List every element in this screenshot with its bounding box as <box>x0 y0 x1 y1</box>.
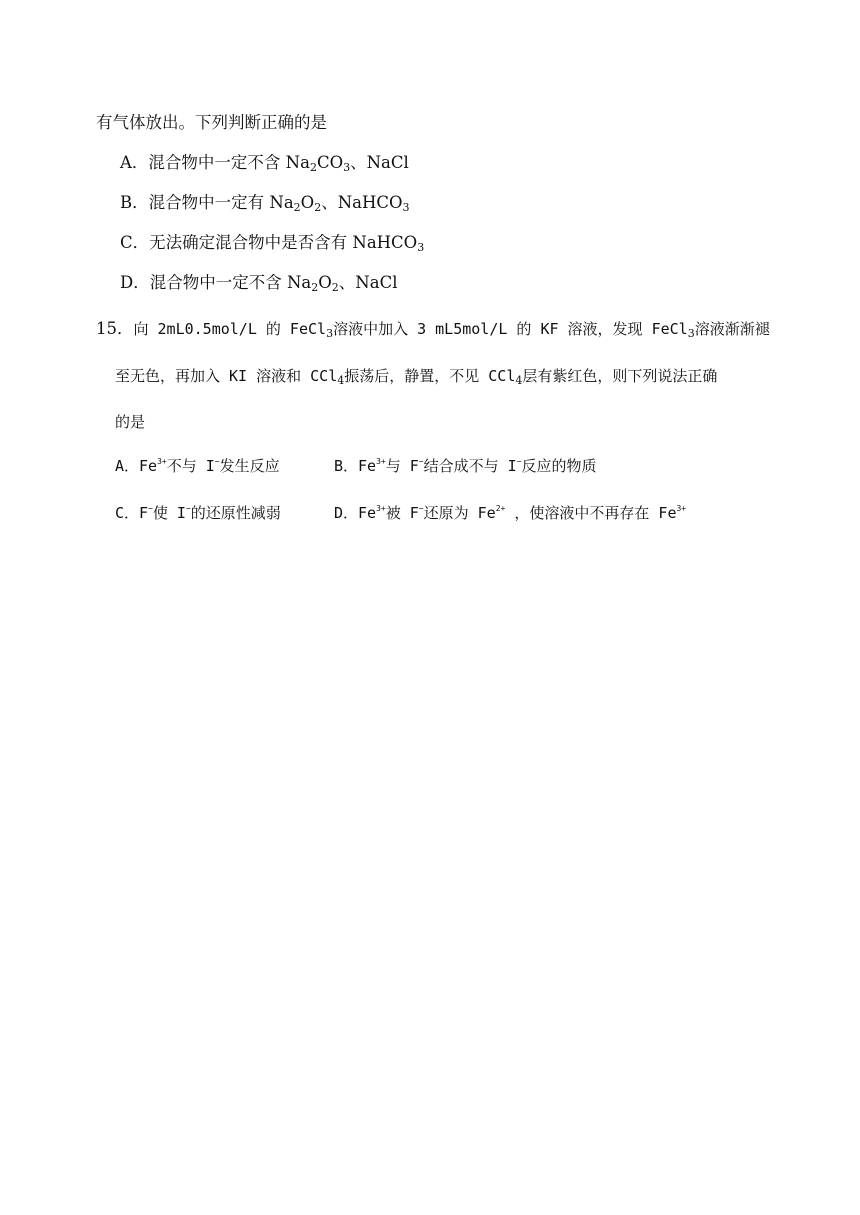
question-text: 至无色，再加入 KI 溶液和 CCl <box>115 367 338 385</box>
q15-option-d <box>334 502 686 524</box>
q15-option-b <box>334 455 597 477</box>
option-text: 被 F <box>385 504 419 522</box>
subscript: 3 <box>417 241 425 254</box>
question-text: 溶液渐渐褪 <box>694 320 770 338</box>
formula: F <box>139 504 149 522</box>
formula: Fe <box>139 457 158 475</box>
subscript: 2 <box>293 201 301 214</box>
question-14-intro <box>96 112 327 134</box>
option-text: ，使溶液中不再存在 Fe <box>505 504 677 522</box>
separator: 、 <box>338 273 356 292</box>
formula: CO <box>316 153 344 172</box>
option-label: C． <box>115 504 140 522</box>
formula: NaHCO <box>337 193 403 212</box>
option-label: C． <box>120 233 150 252</box>
q14-option-c <box>120 232 424 254</box>
q15-option-a <box>115 455 280 477</box>
option-label: A． <box>115 457 140 475</box>
question-15-line-3 <box>115 411 145 433</box>
superscript: − <box>185 504 191 513</box>
option-label: B． <box>120 193 149 212</box>
subscript: 4 <box>515 374 523 387</box>
superscript: 3+ <box>676 504 687 513</box>
option-text: 反应的物质 <box>521 457 597 475</box>
separator: 、 <box>321 193 338 212</box>
formula: Na <box>286 273 312 292</box>
q14-option-d <box>120 272 397 294</box>
superscript: 3+ <box>376 457 386 466</box>
option-text: 与 F <box>385 457 419 475</box>
option-text: 混合物中一定不含 <box>149 273 287 292</box>
superscript: − <box>418 504 424 513</box>
option-label: D． <box>334 504 359 522</box>
intro-text: 有气体放出。下列判断正确的是 <box>96 113 327 132</box>
subscript: 2 <box>309 161 317 174</box>
superscript: − <box>148 504 153 513</box>
subscript: 3 <box>402 201 410 214</box>
subscript: 4 <box>337 374 345 387</box>
formula: Fe <box>358 504 377 522</box>
subscript: 2 <box>314 201 322 214</box>
formula: NaCl <box>366 153 409 172</box>
question-text: 向 2mL0.5mol/L 的 FeCl <box>133 320 327 338</box>
formula: O <box>300 193 315 212</box>
question-text: 振荡后，静置，不见 CCl <box>344 367 516 385</box>
question-number: 15． <box>96 319 134 338</box>
option-label: A． <box>120 153 149 172</box>
question-text: 溶液中加入 3 mL5mol/L 的 KF 溶液，发现 FeCl <box>333 320 688 338</box>
superscript: 3+ <box>157 457 167 466</box>
q14-option-b <box>120 192 410 214</box>
subscript: 2 <box>311 281 319 294</box>
option-text: 还原为 Fe <box>423 504 496 522</box>
formula: NaCl <box>355 273 398 292</box>
superscript: 3+ <box>376 504 386 513</box>
option-text: 无法确定混合物中是否含有 <box>149 233 353 252</box>
option-text: 结合成不与 I <box>423 457 517 475</box>
formula: Fe <box>358 457 377 475</box>
question-15-line-2 <box>115 365 717 387</box>
superscript: − <box>214 457 220 466</box>
superscript: − <box>418 457 424 466</box>
separator: 、 <box>350 153 367 172</box>
option-text: 发生反应 <box>219 457 280 475</box>
option-text: 使 I <box>152 504 186 522</box>
question-text: 层有紫红色，则下列说法正确 <box>522 367 718 385</box>
question-text: 的是 <box>115 413 146 431</box>
superscript: − <box>516 457 522 466</box>
superscript: 2+ <box>495 504 506 513</box>
formula: NaHCO <box>352 233 418 252</box>
q14-option-a <box>120 152 409 174</box>
option-text: 混合物中一定有 <box>148 193 270 212</box>
option-label: B． <box>334 457 359 475</box>
option-text: 不与 I <box>166 457 215 475</box>
formula: Na <box>269 193 294 212</box>
option-text: 的还原性减弱 <box>190 504 281 522</box>
formula: Na <box>285 153 310 172</box>
q15-option-c <box>115 502 281 524</box>
option-text: 混合物中一定不含 <box>148 153 286 172</box>
subscript: 3 <box>326 327 334 340</box>
formula: O <box>318 273 332 292</box>
subscript: 2 <box>331 281 339 294</box>
option-label: D． <box>120 273 150 292</box>
subscript: 3 <box>687 327 695 340</box>
subscript: 3 <box>343 161 351 174</box>
question-15-line-1 <box>96 318 770 340</box>
